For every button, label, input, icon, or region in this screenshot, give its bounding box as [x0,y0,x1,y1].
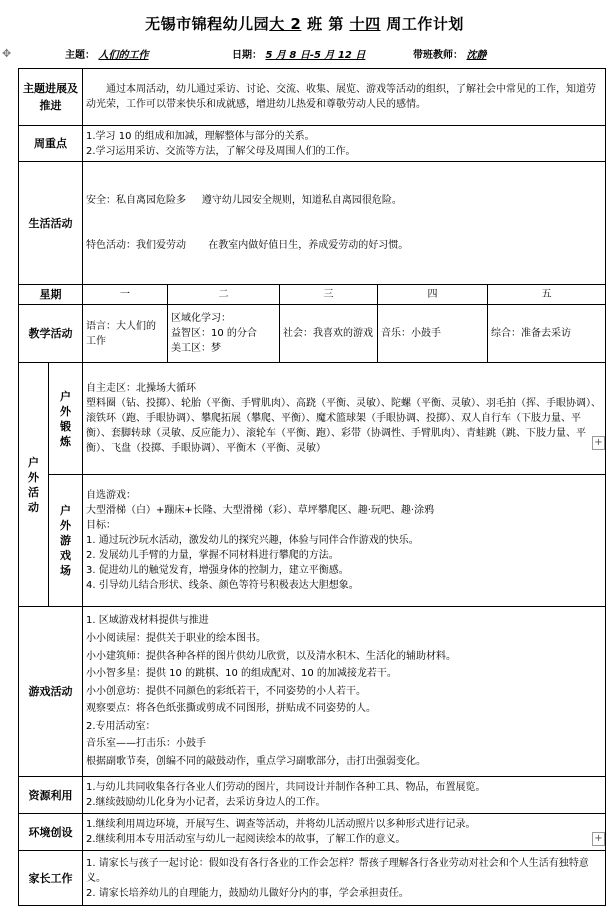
exercise-label-text: 户外锻炼 [60,389,71,448]
environment-line: 1.继续利用周边环境，开展写生、调查等活动，并将幼儿活动照片以多种形式进行记录。 [86,819,476,830]
games-line: 小小智多星：提供 10 的跳棋、10 的组成配对、10 的加减接龙若干。 [86,668,397,680]
game-field-label [49,475,83,607]
teaching-tue-line: 区域化学习： [171,313,231,324]
teaching-tue-line: 美工区：梦 [171,343,221,354]
game-field-line: 1. 通过玩沙玩水活动，激发幼儿的探究兴趣，体验与同伴合作游戏的快乐。 [86,535,419,546]
theme-progress-row [19,69,606,126]
outdoor-game-row [19,475,606,607]
games-line: 音乐室——打击乐：小鼓手 [86,738,206,750]
environment-line: 2.继续利用本专用活动室与幼儿一起阅读绘本的故事，了解工作的意义。 [86,834,406,845]
teaching-thu: 音乐：小鼓手 [378,305,488,363]
date-field [232,46,365,61]
weekday-label: 星期 [19,285,83,305]
life-line: 安全：私自离园危险多 遵守幼儿园安全规则，知道私自离园很危险。 [86,195,402,206]
resources-row [19,777,606,814]
teaching-tue-line: 益智区：10 的分合 [171,328,257,339]
week-focus-label: 周重点 [19,126,83,162]
resources-content [83,777,606,814]
game-field-line: 4. 引导幼儿结合形状、线条、颜色等符号积极表达大胆想象。 [86,580,359,591]
game-field-line: 3. 促进幼儿的触觉发育，增强身体的控制力，建立平衡感。 [86,565,349,576]
games-line: 小小建筑师：提供各种各样的图片供幼儿欣赏，以及清水积木、生活化的辅助材料。 [86,650,456,662]
game-field-label-text: 户外游戏场 [60,504,71,577]
theme-value: 人们的工作 [98,50,149,61]
weekday-fri: 五 [488,285,606,305]
page-title [0,13,609,34]
theme-progress-text: 通过本周活动，幼儿通过采访、讨论、交流、收集、展览、游戏等活动的组织，了解社会中常见的工作，知道劳动光荣，工作可以带来快乐和成就感，增进幼儿热爱和尊敬劳动人民的感情。 [83,69,606,126]
outdoor-label-text: 户外活动 [28,455,39,514]
teacher-label: 带班教师： [413,50,463,61]
teaching-wed: 社会：我喜欢的游戏 [280,305,378,363]
add-row-icon-bottom[interactable]: + [592,832,605,846]
games-line: 根据副歌节奏，创编不同的敲鼓动作，重点学习副歌部分，击打出强弱变化。 [86,756,426,768]
teaching-fri: 综合：准备去采访 [488,305,606,363]
teacher-field [413,46,486,61]
teaching-mon: 语言：大人们的工作 [83,305,168,363]
move-handle-icon[interactable]: ✥ [2,47,12,60]
resources-line: 2.继续鼓励幼儿化身为小记者，去采访身边人的工作。 [86,797,326,808]
teaching-label: 教学活动 [19,305,83,363]
environment-label: 环境创设 [19,814,83,851]
theme-progress-label: 主题进展及推进 [19,69,83,126]
game-field-content [83,475,606,607]
exercise-label [49,363,83,475]
game-field-line: 目标： [86,520,116,531]
teaching-row [19,305,606,363]
teacher-value: 沈静 [466,50,487,61]
weekday-wed: 三 [280,285,378,305]
week-focus-row [19,126,606,162]
games-line: 1. 区域游戏材料提供与推进 [86,615,209,627]
game-field-line: 自选游戏： [86,490,136,501]
parents-line: 2. 请家长培养幼儿的自理能力，鼓励幼儿做好分内的事，学会承担责任。 [86,887,409,899]
resources-label: 资源利用 [19,777,83,814]
outdoor-label [19,363,49,607]
date-label: 日期： [232,50,262,61]
outdoor-exercise-row [19,363,606,475]
theme-label: 主题： [65,50,95,61]
games-line: 小小阅读屋：提供关于职业的绘本图书。 [86,632,266,644]
title-suffix: 周工作计划 [386,15,464,33]
week-focus-item: 1.学习 10 的组成和加减，理解整体与部分的关系。 [86,130,315,142]
weekday-mon: 一 [83,285,168,305]
weekly-plan-table [18,68,606,906]
exercise-line: 塑料圈（钻、投掷）、轮胎（平衡、手臂肌肉）、高跷（平衡、灵敏）、陀螺（平衡、灵敏）、羽毛拍（挥、手眼协调）、滚铁环（跑、手眼协调）、攀爬拓展（攀爬、平衡）、魔术篮球架（手眼协调、投掷）、双人自行车（下肢力量、平衡）、套脚转球（灵敏、反应能力）、滚轮车（平衡、跑）、彩带（协调性、手臂肌肉）、青蛙跳（跳、下肢力量、平衡）、飞盘（投掷、手眼协调）、平衡木（平衡、灵敏） [86,398,601,454]
resources-line: 1.与幼儿共同收集各行各业人们劳动的图片，共同设计并制作各种工具、物品，布置展览。 [86,782,486,793]
week-focus-content [83,126,606,162]
games-content [83,607,606,777]
games-line: 小小创意坊：提供不同颜色的彩纸若干，不同姿势的小人若干。 [86,685,366,697]
life-content [83,162,606,285]
life-label: 生活活动 [19,162,83,285]
teaching-tue [168,305,280,363]
week-focus-item: 2.学习运用采访、交流等方法，了解父母及周围人们的工作。 [86,145,356,157]
games-row [19,607,606,777]
exercise-line: 自主走区：北操场大循环 [86,383,196,394]
parents-line: 1. 请家长与孩子一起讨论：假如没有各行各业的工作会怎样？帮孩子理解各行各业劳动对社会和个人生活有独特意义。 [86,857,589,884]
parents-label: 家长工作 [19,851,83,906]
game-field-line: 大型滑梯（白）+蹦床+长隆、大型滑梯（彩）、草坪攀爬区、趣·玩吧、趣·涂鸦 [86,505,435,516]
weekday-row [19,285,606,305]
add-row-icon[interactable]: + [592,436,605,450]
date-value: 5 月 8 日-5 月 12 日 [265,50,366,61]
games-line: 2.专用活动室： [86,720,156,732]
weekday-tue: 二 [168,285,280,305]
games-label: 游戏活动 [19,607,83,777]
school-name: 无锡市锦程幼儿园 [145,15,270,33]
exercise-content [83,363,606,475]
games-line: 观察要点：将各色纸张撕或剪成不同图形，拼贴成不同姿势的人。 [86,703,376,715]
parents-row [19,851,606,906]
theme-field [65,46,148,61]
environment-content [83,814,606,851]
week-number: 十四 [349,15,381,33]
class-suffix: 班 第 [307,15,344,33]
weekday-thu: 四 [378,285,488,305]
class-name: 大 2 [269,15,302,33]
game-field-line: 2. 发展幼儿手臂的力量，掌握不同材料进行攀爬的方法。 [86,550,339,561]
parents-content [83,851,606,906]
life-line: 特色活动：我们爱劳动 在教室内做好值日生，养成爱劳动的好习惯。 [86,240,409,251]
life-row [19,162,606,285]
environment-row [19,814,606,851]
